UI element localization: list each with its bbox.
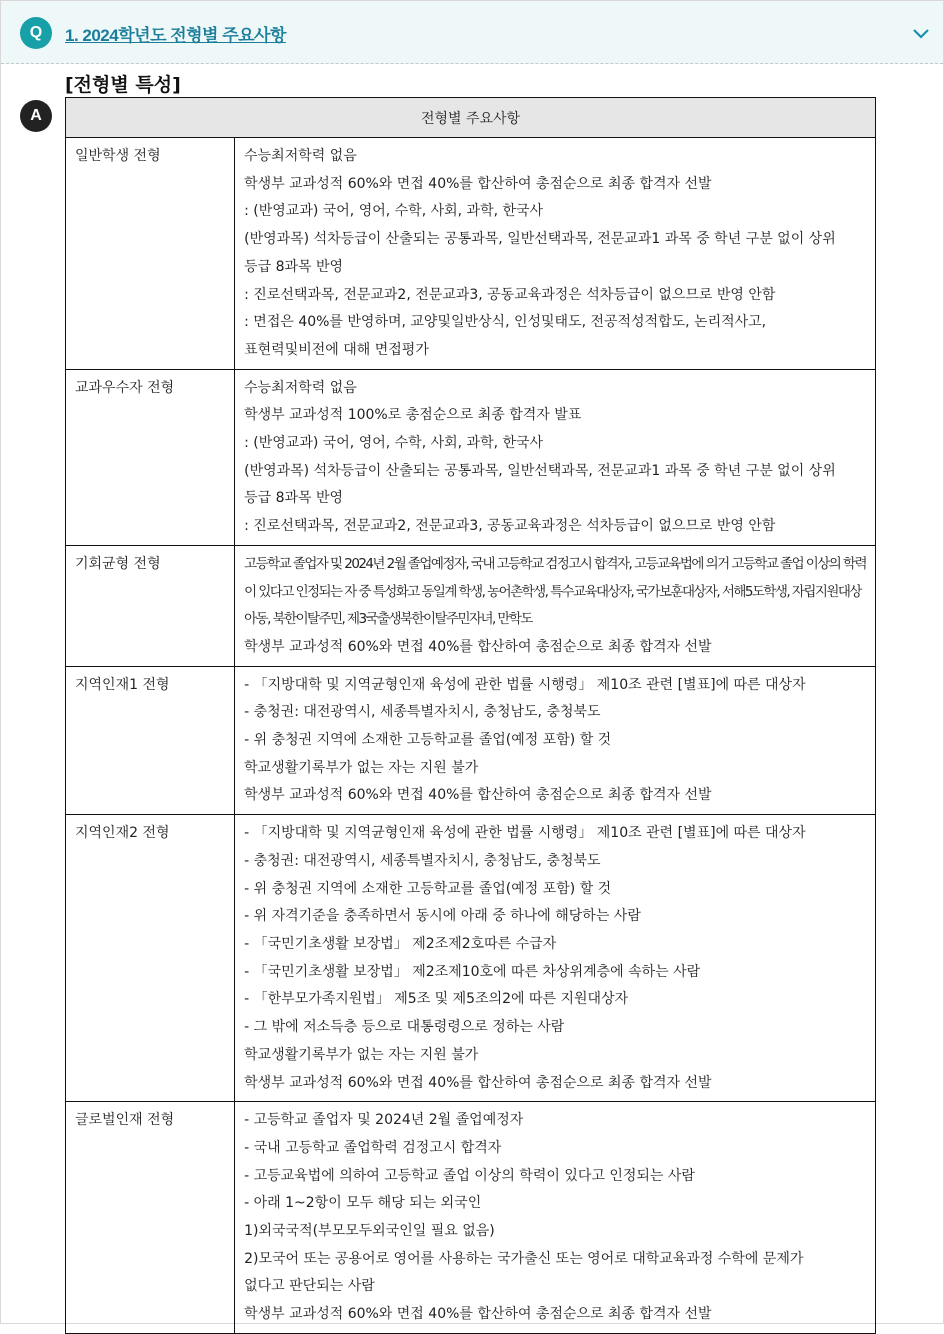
detail-line: 학생부 교과성적 60%와 면접 40%를 합산하여 총점순으로 최종 합격자 선발 xyxy=(244,1074,712,1091)
detail-line: 학교생활기록부가 없는 자는 지원 불가 xyxy=(244,1046,479,1063)
detail-line: : 진로선택과목, 전문교과2, 전문교과3, 공동교육과정은 석차등급이 없으므로 반영 안함 xyxy=(244,518,776,535)
detail-line: : (반영교과) 국어, 영어, 수학, 사회, 과학, 한국사 xyxy=(244,435,544,452)
detail-line: 학생부 교과성적 60%와 면접 40%를 합산하여 총점순으로 최종 합격자 선발 xyxy=(244,1306,712,1323)
detail-line: - 위 충청권 지역에 소재한 고등학교를 졸업(예정 포함) 할 것 xyxy=(244,732,612,749)
detail-line: 수능최저학력 없음 xyxy=(244,379,357,396)
admission-details xyxy=(235,545,876,666)
detail-line: 이 있다고 인정되는 자 중 특성화고 동일계 학생, 농어촌학생, 특수교육대상자, 국가보훈대상자, 서해5도학생, 자립지원대상 xyxy=(244,583,861,600)
detail-line: 학생부 교과성적 60%와 면접 40%를 합산하여 총점순으로 최종 합격자 선발 xyxy=(244,175,712,192)
detail-line: 표현력및비전에 대해 면접평가 xyxy=(244,341,429,358)
detail-line: 학교생활기록부가 없는 자는 지원 불가 xyxy=(244,759,479,776)
table-row xyxy=(66,1102,876,1334)
section-title: [전형별 특성] xyxy=(65,74,181,96)
admission-type: 기회균형 전형 xyxy=(66,545,235,666)
detail-line: - 고등교육법에 의하여 고등학교 졸업 이상의 학력이 있다고 인정되는 사람 xyxy=(244,1167,695,1184)
detail-line: - 충청권: 대전광역시, 세종특별자치시, 충청남도, 충청북도 xyxy=(244,852,601,869)
detail-line: 등급 8과목 반영 xyxy=(244,490,344,507)
admission-details xyxy=(235,815,876,1102)
detail-line: - 「국민기초생활 보장법」 제2조제2호따른 수급자 xyxy=(244,935,557,952)
admission-details xyxy=(235,666,876,815)
admission-type: 일반학생 전형 xyxy=(66,138,235,370)
admission-details xyxy=(235,369,876,545)
detail-line: 1)외국국적(부모모두외국인일 필요 없음) xyxy=(244,1223,495,1240)
detail-line: 수능최저학력 없음 xyxy=(244,148,357,164)
detail-line: 등급 8과목 반영 xyxy=(244,258,344,275)
question-badge: Q xyxy=(20,17,52,49)
detail-line: - 「지방대학 및 지역균형인재 육성에 관한 법률 시행령」 제10조 관련 [별표]에 따른 대상자 xyxy=(244,676,806,693)
table-row xyxy=(66,138,876,370)
answer-badge: A xyxy=(20,100,52,132)
detail-line: 아동, 북한이탈주민, 제3국출생북한이탈주민자녀, 만학도 xyxy=(244,611,532,628)
chevron-down-icon[interactable] xyxy=(911,23,931,43)
detail-line: 학생부 교과성적 60%와 면접 40%를 합산하여 총점순으로 최종 합격자 선발 xyxy=(244,787,712,804)
admission-type: 지역인재1 전형 xyxy=(66,666,235,815)
detail-line: - 「한부모가족지원법」 제5조 및 제5조의2에 따른 지원대상자 xyxy=(244,991,629,1008)
detail-line: 없다고 판단되는 사람 xyxy=(244,1278,375,1295)
detail-line: 학생부 교과성적 60%와 면접 40%를 합산하여 총점순으로 최종 합격자 선발 xyxy=(244,638,712,655)
detail-line: - 고등학교 졸업자 및 2024년 2월 졸업예정자 xyxy=(244,1112,524,1129)
admission-table xyxy=(65,97,876,1334)
admission-type: 글로벌인재 전형 xyxy=(66,1102,235,1334)
detail-line: - 「국민기초생활 보장법」 제2조제10호에 따른 차상위계층에 속하는 사람 xyxy=(244,963,701,980)
table-row xyxy=(66,666,876,815)
table-header: 전형별 주요사항 xyxy=(66,98,876,138)
detail-line: - 아래 1~2항이 모두 해당 되는 외국인 xyxy=(244,1195,482,1212)
detail-line: (반영과목) 석차등급이 산출되는 공통과목, 일반선택과목, 전문교과1 과목 중 학년 구분 없이 상위 xyxy=(244,231,836,248)
detail-line: 2)모국어 또는 공용어로 영어를 사용하는 국가출신 또는 영어로 대학교육과정 수학에 문제가 xyxy=(244,1250,804,1267)
detail-line: : (반영교과) 국어, 영어, 수학, 사회, 과학, 한국사 xyxy=(244,203,544,220)
detail-line: 고등학교 졸업자 및 2024년 2월 졸업예정자, 국내 고등학교 검정고시 합격자, 고등교육법에 의거 고등학교 졸업 이상의 학력 xyxy=(244,555,866,572)
admission-type: 교과우수자 전형 xyxy=(66,369,235,545)
detail-line: : 진로선택과목, 전문교과2, 전문교과3, 공동교육과정은 석차등급이 없으므로 반영 안함 xyxy=(244,286,776,303)
table-row xyxy=(66,815,876,1102)
admission-details xyxy=(235,138,876,370)
faq-question-header[interactable] xyxy=(1,1,943,64)
detail-line: (반영과목) 석차등급이 산출되는 공통과목, 일반선택과목, 전문교과1 과목 중 학년 구분 없이 상위 xyxy=(244,462,836,479)
detail-line: - 국내 고등학교 졸업학력 검정고시 합격자 xyxy=(244,1139,502,1156)
detail-line: - 「지방대학 및 지역균형인재 육성에 관한 법률 시행령」 제10조 관련 [별표]에 따른 대상자 xyxy=(244,825,806,842)
detail-line: - 충청권: 대전광역시, 세종특별자치시, 충청남도, 충청북도 xyxy=(244,704,601,721)
detail-line: : 면접은 40%를 반영하며, 교양및일반상식, 인성및태도, 전공적성적합도, 논리적사고, xyxy=(244,314,767,331)
detail-line: - 위 충청권 지역에 소재한 고등학교를 졸업(예정 포함) 할 것 xyxy=(244,880,612,897)
admission-details xyxy=(235,1102,876,1334)
table-row xyxy=(66,369,876,545)
question-title-link[interactable]: 1. 2024학년도 전형별 주요사항 xyxy=(65,26,286,45)
detail-line: 학생부 교과성적 100%로 총점순으로 최종 합격자 발표 xyxy=(244,407,582,424)
detail-line: - 그 밖에 저소득층 등으로 대통령령으로 정하는 사람 xyxy=(244,1019,565,1036)
admission-type: 지역인재2 전형 xyxy=(66,815,235,1102)
table-row xyxy=(66,545,876,666)
detail-line: - 위 자격기준을 충족하면서 동시에 아래 중 하나에 해당하는 사람 xyxy=(244,908,641,925)
